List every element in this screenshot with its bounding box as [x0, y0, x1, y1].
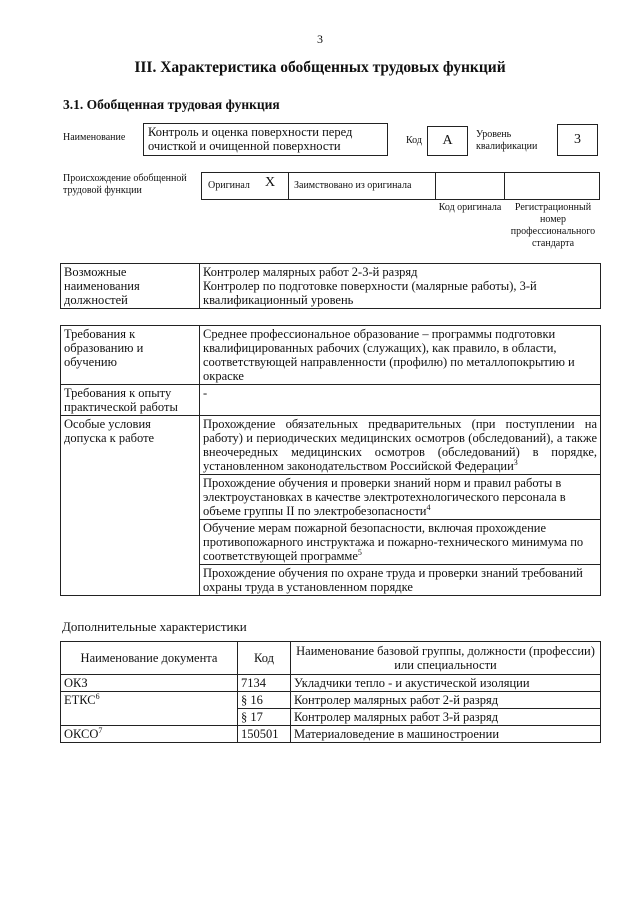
function-name: Контроль и оценка поверхности перед очисткой и очищенной поверхности: [148, 125, 353, 153]
experience-value: -: [200, 385, 601, 416]
code-box: [427, 126, 468, 156]
level-value: 3: [574, 132, 581, 147]
code-caption: Код оригинала: [438, 202, 502, 213]
code-label: Код: [406, 135, 422, 146]
borrowed-label: Заимствовано из оригинала: [294, 180, 412, 191]
original-mark: X: [265, 175, 276, 190]
doc-name: ОКСО: [64, 727, 99, 741]
doc-name: ОКЗ: [64, 676, 88, 690]
function-name-box: [143, 123, 388, 156]
origin-divider-3: [504, 172, 505, 200]
experience-row: [61, 385, 601, 416]
origin-label: Происхождение обобщенной трудовой функции: [63, 173, 187, 196]
footnote-mark: 7: [98, 725, 103, 735]
level-box: [557, 124, 598, 156]
header-name: Наименование базовой группы, должности (профессии) или специальности: [291, 642, 601, 675]
position-1: Контролер малярных работ 2-3-й разряд: [203, 265, 418, 279]
special-item: [200, 475, 601, 520]
requirements-table: [60, 325, 601, 596]
special-item: [200, 565, 601, 596]
additional-table: [60, 641, 601, 743]
table-row: [61, 726, 601, 743]
positions-row: [61, 264, 601, 309]
footnote-mark: 3: [513, 457, 518, 467]
reg-caption: Регистрационный номер профессионального стандарта: [510, 202, 596, 249]
positions-table: [60, 263, 601, 309]
special-item-text: Обучение мерам пожарной безопасности, включая прохождение противопожарного инструктажа и пожарно-технического минимума по соответствующей программе: [203, 521, 584, 563]
code-cell: 7134: [238, 675, 291, 692]
additional-title: Дополнительные характеристики: [62, 619, 247, 634]
doc-name: ЕТКС: [64, 693, 96, 707]
education-value: Среднее профессиональное образование – программы подготовки квалифицированных рабочих (служащих), как правило, в области, соответствующей направленности (профилю) по металлопокрытию и окраске: [200, 326, 601, 385]
education-label: Требования к образованию и обучению: [61, 326, 200, 385]
footnote-mark: 5: [357, 547, 362, 557]
special-item: [200, 520, 601, 565]
origin-divider-1: [288, 172, 289, 200]
name-cell: Контролер малярных работ 3-й разряд: [291, 709, 601, 726]
doc-cell: [61, 675, 238, 692]
special-row: [61, 416, 601, 475]
name-label: Наименование: [63, 132, 126, 143]
experience-label: Требования к опыту практической работы: [61, 385, 200, 416]
table-row: [61, 692, 601, 709]
special-item-text: Прохождение обучения по охране труда и проверки знаний требований охраны труда в установленном порядке: [203, 566, 583, 594]
doc-cell: [61, 692, 238, 726]
page-number: 3: [317, 32, 323, 46]
table-row: [61, 675, 601, 692]
header-code: Код: [238, 642, 291, 675]
code-value: А: [442, 133, 453, 148]
special-label: Особые условия допуска к работе: [61, 416, 200, 596]
origin-divider-2: [435, 172, 436, 200]
name-cell: Материаловедение в машиностроении: [291, 726, 601, 743]
special-item: [200, 416, 601, 475]
additional-header-row: [61, 642, 601, 675]
footnote-mark: 4: [426, 502, 431, 512]
section-title: III. Характеристика обобщенных трудовых функций: [134, 59, 506, 76]
code-cell: § 16: [238, 692, 291, 709]
doc-cell: [61, 726, 238, 743]
name-cell: Укладчики тепло - и акустической изоляции: [291, 675, 601, 692]
code-cell: 150501: [238, 726, 291, 743]
original-label: Оригинал: [208, 180, 250, 191]
positions-label: Возможные наименования должностей: [61, 264, 200, 309]
positions-values: [200, 264, 601, 309]
code-cell: § 17: [238, 709, 291, 726]
name-cell: Контролер малярных работ 2-й разряд: [291, 692, 601, 709]
education-row: [61, 326, 601, 385]
header-doc: Наименование документа: [61, 642, 238, 675]
special-item-text: Прохождение обучения и проверки знаний норм и правил работы в электроустановках в качестве электротехнологического персонала в объеме группы II по электробезопасности: [203, 476, 566, 518]
position-2: Контролер по подготовке поверхности (малярные работы), 3-й квалификационный уровень: [203, 279, 537, 307]
level-label: Уровень квалификации: [476, 129, 538, 152]
subsection-title: 3.1. Обобщенная трудовая функция: [63, 97, 280, 112]
special-item-text: Прохождение обязательных предварительных (при поступлении на работу) и периодических медицинских осмотров (обследований), а также внеочередных медицинских осмотров (обследований) в порядке, установленном законодательством Российской Федерации: [203, 417, 597, 473]
footnote-mark: 6: [95, 691, 100, 701]
